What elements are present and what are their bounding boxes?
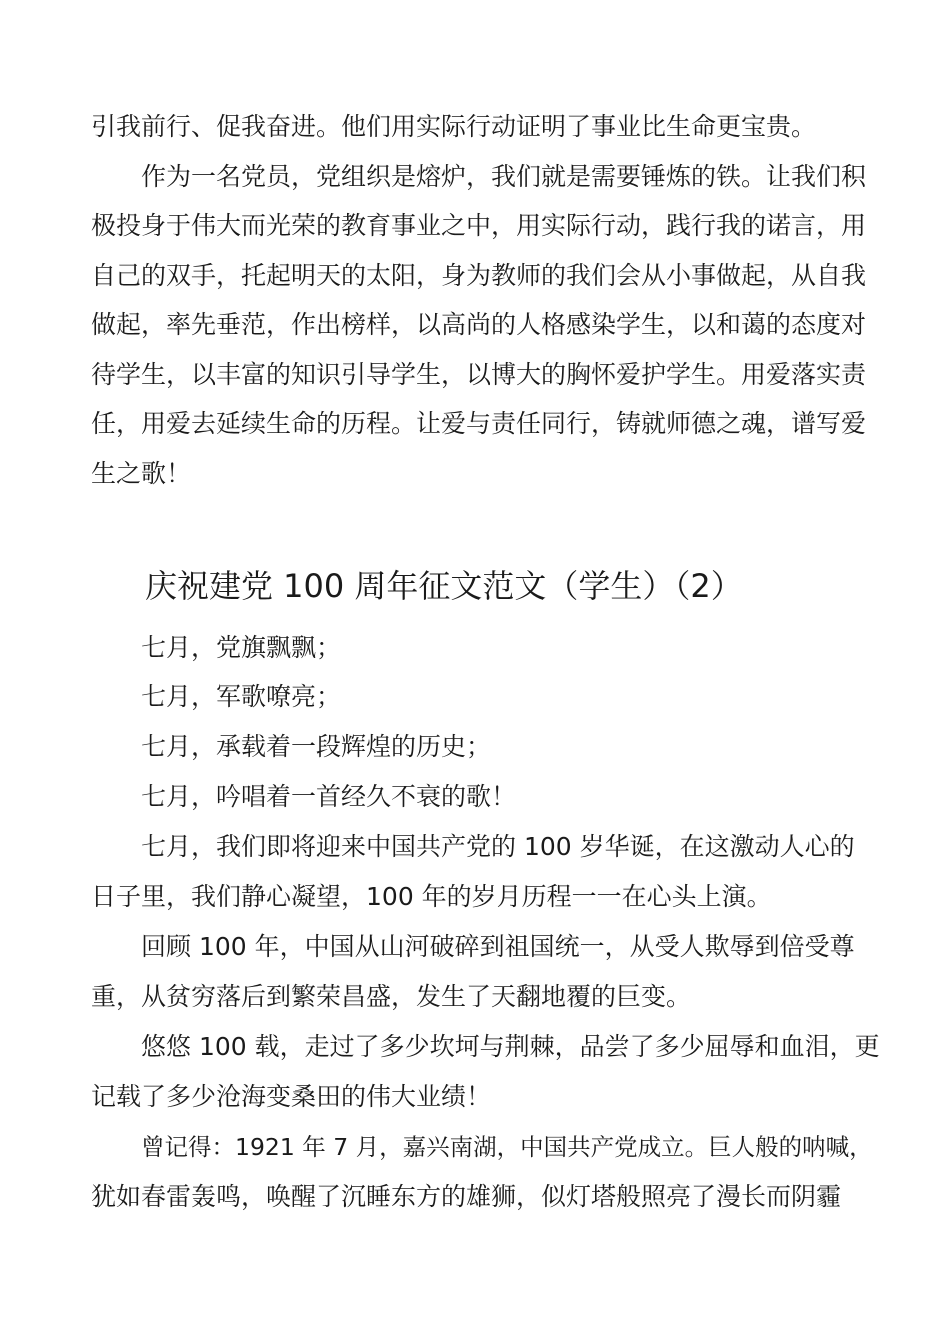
paragraph-line: 生之歌！ <box>91 459 192 488</box>
paragraph-line: 自己的双手，托起明天的太阳，身为教师的我们会从小事做起，从自我 <box>91 261 867 290</box>
paragraph-line: 七月，承载着一段辉煌的历史； <box>141 732 492 761</box>
paragraph-line: 犹如春雷轰鸣，唤醒了沉睡东方的雄狮，似灯塔般照亮了漫长而阴霾 <box>91 1182 842 1211</box>
paragraph-line: 重，从贫穷落后到繁荣昌盛，发生了天翻地覆的巨变。 <box>91 982 692 1011</box>
section-title: 庆祝建党 100 周年征文范文（学生）（2） <box>145 567 743 605</box>
paragraph-line: 回顾 100 年，中国从山河破碎到祖国统一，从受人欺辱到倍受尊 <box>141 932 855 961</box>
paragraph-line: 做起，率先垂范，作出榜样，以高尚的人格感染学生，以和蔼的态度对 <box>91 310 867 339</box>
paragraph-line: 七月，吟唱着一首经久不衰的歌！ <box>141 782 517 811</box>
paragraph-line: 曾记得：1921 年 7 月，嘉兴南湖，中国共产党成立。巨人般的呐喊， <box>141 1133 873 1161</box>
paragraph-line: 待学生，以丰富的知识引导学生，以博大的胸怀爱护学生。用爱落实责 <box>91 360 867 389</box>
paragraph-line: 七月，军歌嘹亮； <box>141 682 342 711</box>
paragraph-line: 七月，党旗飘飘； <box>141 633 342 662</box>
paragraph-line: 悠悠 100 载，走过了多少坎坷与荆棘，品尝了多少屈辱和血泪，更 <box>141 1032 880 1061</box>
paragraph-line: 作为一名党员，党组织是熔炉，我们就是需要锤炼的铁。让我们积 <box>141 162 867 191</box>
paragraph-line: 任，用爱去延续生命的历程。让爱与责任同行，铸就师德之魂，谱写爱 <box>91 409 867 438</box>
paragraph-line: 记载了多少沧海变桑田的伟大业绩！ <box>91 1082 492 1111</box>
paragraph-line: 七月，我们即将迎来中国共产党的 100 岁华诞，在这激动人心的 <box>141 832 855 861</box>
paragraph-line: 引我前行、促我奋进。他们用实际行动证明了事业比生命更宝贵。 <box>91 112 817 141</box>
paragraph-line: 极投身于伟大而光荣的教育事业之中，用实际行动，践行我的诺言，用 <box>91 211 867 240</box>
paragraph-line: 日子里，我们静心凝望，100 年的岁月历程一一在心头上演。 <box>91 882 772 911</box>
